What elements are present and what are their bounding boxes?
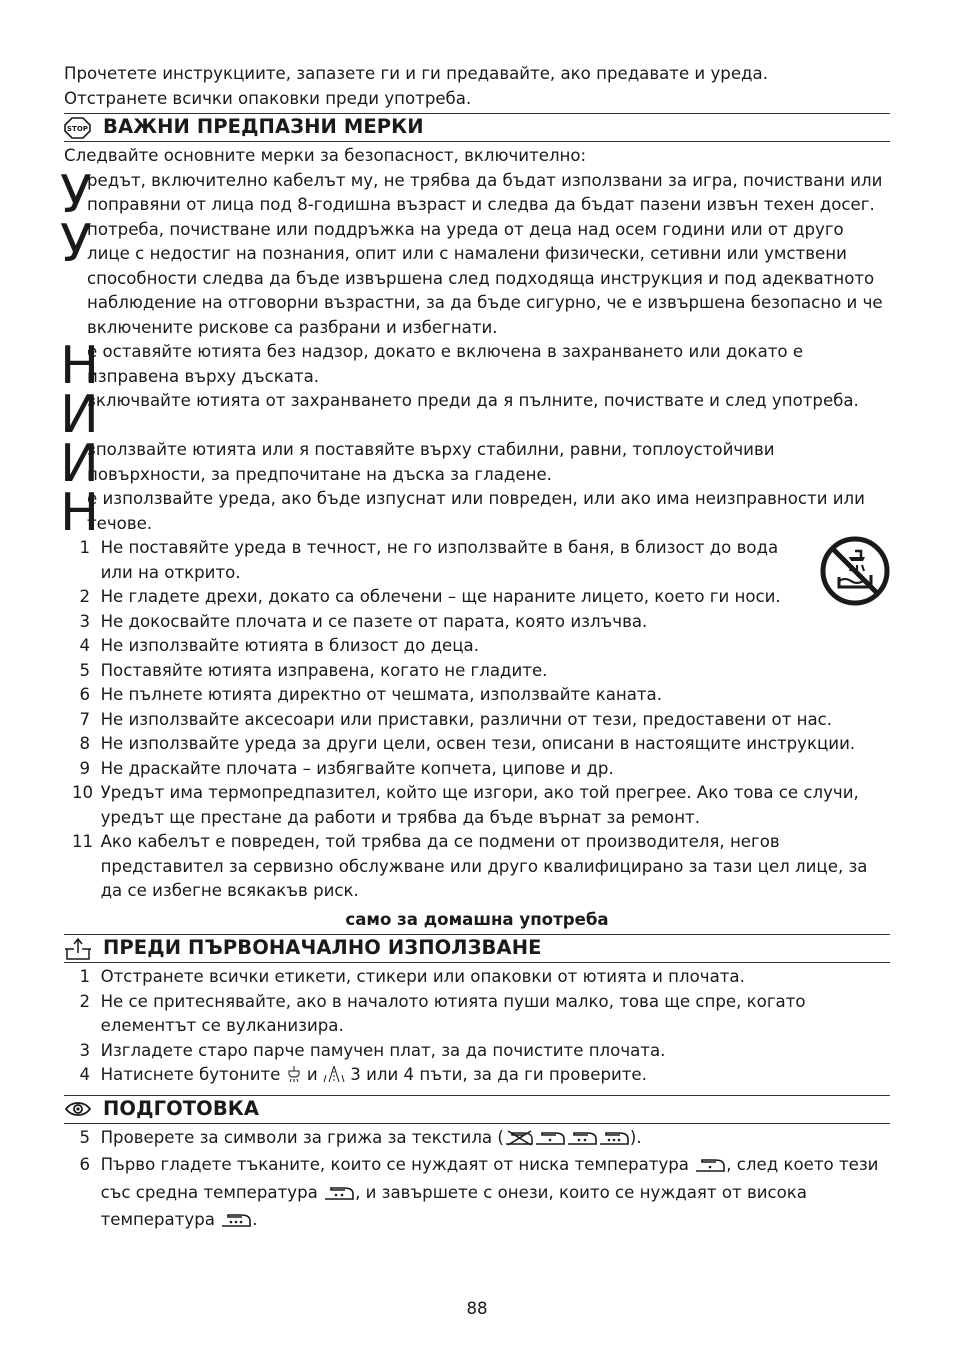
item-text: Уредът има термопредпазител, който ще изгори, ако той прегрее. Ако това се случи, уредът ще престане да работи и трябва да бъде върнат за ремонт. <box>100 783 859 827</box>
list-item <box>64 781 890 830</box>
drop-cap: У <box>60 213 92 274</box>
list-item <box>64 610 890 635</box>
item-number: 3 <box>79 1040 90 1060</box>
item-text: Не драскайте плочата – избягвайте копчета, ципове и др. <box>100 758 614 778</box>
item-text: Изгладете старо парче памучен плат, за да почистите плочата. <box>100 1040 666 1060</box>
dropcap-text: зползвайте ютията или я поставяйте върху стабилни, равни, топлоустойчиви повърхности, за предпочитане на дъска за гладене. <box>87 440 775 484</box>
list-item <box>64 683 890 708</box>
item-text-part: , след което тези със средна температура <box>100 1155 879 1202</box>
item-number: 9 <box>79 758 90 778</box>
safety-numbered-list <box>64 536 890 904</box>
drop-cap: Н <box>60 336 100 396</box>
section-header-preparation <box>64 1095 890 1124</box>
dropcap-item <box>60 434 890 494</box>
drop-cap: Н <box>60 483 100 543</box>
spray-button-icon <box>286 1065 302 1091</box>
intro-line-2: Отстранете всички опаковки преди употреба. <box>64 88 472 108</box>
do-not-iron-icon <box>504 1129 534 1154</box>
list-item <box>64 1063 890 1091</box>
section-title-safety: ВАЖНИ ПРЕДПАЗНИ МЕРКИ <box>103 115 424 139</box>
list-item <box>64 659 890 684</box>
safety-lead: Следвайте основните мерки за безопасност, включително: <box>64 146 587 165</box>
item-number: 3 <box>79 611 90 631</box>
intro-line-1: Прочетете инструкциите, запазете ги и ги предавайте, ако предавате и уреда. <box>64 64 768 83</box>
dropcap-list <box>60 164 890 543</box>
item-number: 4 <box>79 636 90 655</box>
iron-medium-icon <box>323 1184 355 1209</box>
item-text-part: 3 или 4 пъти, за да ги проверите. <box>345 1065 647 1084</box>
item-number: 6 <box>79 685 90 704</box>
item-text <box>101 1153 890 1236</box>
item-text: Не използвайте ютията в близост до деца. <box>100 636 479 655</box>
dropcap-text: е оставяйте ютията без надзор, докато е включена в захранването или докато е изправена върху дъската. <box>87 342 804 386</box>
list-item <box>64 757 890 782</box>
item-text: Не поставяйте уреда в течност, не го използвайте в баня, в близост до вода или на открито. <box>100 538 779 582</box>
page-content <box>60 62 890 1236</box>
item-text: Не използвайте уреда за други цели, освен тези, описани в настоящите инструкции. <box>100 734 856 753</box>
dropcap-item <box>60 213 890 341</box>
list-item <box>64 1126 890 1154</box>
item-number: 6 <box>79 1155 90 1174</box>
drop-cap: И <box>60 434 99 494</box>
dropcap-text: потреба, почистване или поддръжка на уреда от деца над осем години или от друго лице с недостиг на познания, опит или с намалени физически, сетивни или умствени способности следва да бъде извършена след подходяща инструкция и под адекватното наблюдение на отговорни възрастни, за да бъде сигурно, че е извършена безопасно и че включените рискове са разбрани и избегнати. <box>87 219 883 337</box>
item-text: Не използвайте аксесоари или приставки, различни от тези, предоставени от нас. <box>100 709 833 729</box>
item-number: 1 <box>79 967 90 986</box>
item-number: 11 <box>72 832 94 851</box>
section-title-preparation: ПОДГОТОВКА <box>103 1096 260 1120</box>
no-water-bath-icon <box>819 535 891 607</box>
item-number: 5 <box>79 1127 90 1147</box>
list-item <box>64 585 890 610</box>
list-item <box>64 732 890 757</box>
preparation-list <box>64 1126 890 1236</box>
steam-burst-button-icon <box>323 1065 345 1091</box>
dropcap-item <box>60 385 890 445</box>
drop-cap: У <box>60 164 92 225</box>
item-number: 8 <box>79 734 90 753</box>
page-number: 88 <box>466 1299 488 1318</box>
item-text-part: , и завършете с онези, които се нуждаят от висока температура <box>100 1182 807 1229</box>
household-use-note: само за домашна употреба <box>345 909 609 929</box>
item-number: 1 <box>79 538 90 557</box>
stop-icon <box>64 117 92 139</box>
item-text-part: . <box>252 1210 258 1229</box>
eye-icon <box>64 1098 92 1120</box>
item-text: Поставяйте ютията изправена, когато не гладите. <box>100 660 548 680</box>
drop-cap: И <box>60 385 99 445</box>
list-item <box>64 1039 890 1064</box>
item-text-part: Проверете за символи за грижа за текстила ( <box>100 1127 504 1147</box>
item-number: 7 <box>79 709 90 729</box>
item-text-part: Натиснете бутоните <box>100 1065 286 1084</box>
item-number: 2 <box>79 991 90 1011</box>
section-header-before-first-use <box>64 934 890 963</box>
list-item <box>64 990 890 1039</box>
svg-text:STOP: STOP <box>66 124 89 133</box>
item-text: Ако кабелът е повреден, той трябва да се подмени от производителя, негов представител за сервизно обслужване или друго квалифицирано за тази цел лице, за да се избегне всякакъв риск. <box>100 832 868 900</box>
item-number: 4 <box>79 1065 90 1084</box>
iron-medium-icon <box>566 1129 598 1154</box>
item-number: 10 <box>72 783 94 802</box>
item-text-part: и <box>301 1065 323 1084</box>
item-text: Не се притеснявайте, ако в началото ютията пуши малко, това ще спре, когато елементът се вулканизира. <box>100 991 806 1035</box>
item-text: Не гладете дрехи, докато са облечени – ще нараните лицето, което ги носи. <box>100 587 781 606</box>
list-item <box>64 536 890 585</box>
section-header-safety <box>64 113 890 142</box>
item-text-part: ). <box>629 1127 642 1147</box>
list-item <box>64 830 890 904</box>
section-title-before-first-use: ПРЕДИ ПЪРВОНАЧАЛНО ИЗПОЛЗВАНЕ <box>103 936 542 960</box>
list-item <box>64 965 890 990</box>
unbox-icon <box>64 938 92 960</box>
dropcap-item <box>60 164 890 225</box>
iron-high-icon <box>598 1129 630 1154</box>
item-text-part: Първо гладете тъканите, които се нуждаят от ниска температура <box>100 1155 695 1174</box>
item-text <box>101 1126 890 1154</box>
item-text <box>101 1063 890 1091</box>
item-number: 5 <box>79 660 90 680</box>
iron-low-icon <box>534 1129 566 1154</box>
list-item <box>64 1153 890 1236</box>
list-item <box>64 634 890 659</box>
iron-high-icon <box>220 1211 252 1236</box>
item-text: Не докосвайте плочата и се пазете от парата, която излъчва. <box>100 611 648 631</box>
dropcap-text: зключвайте ютията от захранването преди да я пълните, почиствате и след употреба. <box>87 391 859 410</box>
item-number: 2 <box>79 587 90 606</box>
before-use-list <box>64 965 890 1091</box>
dropcap-text: редът, включително кабелът му, не трябва да бъдат използвани за игра, почиствани или поправяни от лица под 8-годишна възраст и следва да бъдат пазени извън техен досег. <box>87 170 883 214</box>
dropcap-item <box>60 336 890 396</box>
item-text: Не пълнете ютията директно от чешмата, използвайте каната. <box>100 685 662 704</box>
list-item <box>64 708 890 733</box>
iron-low-icon <box>694 1156 726 1181</box>
item-text: Отстранете всички етикети, стикери или опаковки от ютията и плочата. <box>100 967 745 986</box>
dropcap-text: е използвайте уреда, ако бъде изпуснат или повреден, или ако има неизправности или течове. <box>87 489 865 533</box>
dropcap-item <box>60 483 890 543</box>
